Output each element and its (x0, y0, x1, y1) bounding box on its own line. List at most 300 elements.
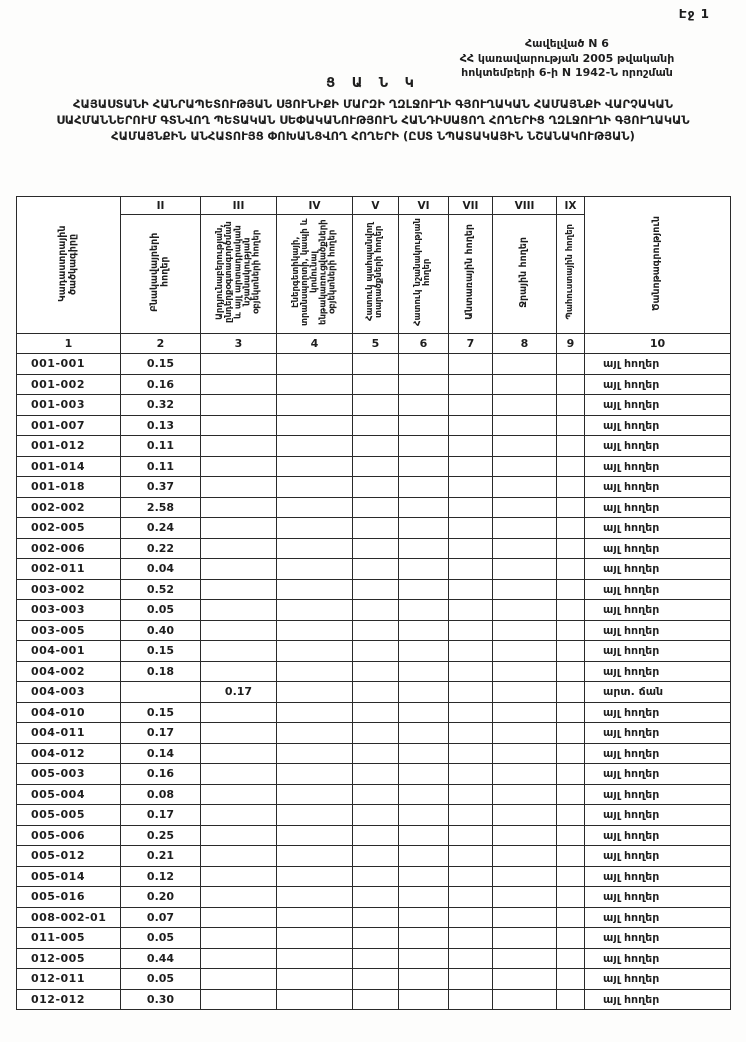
empty-cell (399, 661, 449, 682)
empty-cell (449, 436, 493, 457)
empty-cell (353, 866, 399, 887)
column-number-6: 6 (399, 334, 449, 354)
header-reserve-lands (557, 215, 585, 334)
page-number-label: Էջ 1 (678, 7, 710, 21)
empty-cell (449, 846, 493, 867)
industrial-land-cell (201, 764, 277, 785)
empty-cell (493, 641, 557, 662)
industrial-land-cell (201, 538, 277, 559)
empty-cell (557, 497, 585, 518)
table-row (17, 743, 731, 764)
empty-cell (493, 784, 557, 805)
empty-cell (277, 825, 353, 846)
header-roman-vii: VII (449, 197, 493, 215)
settlement-land-cell: 0.21 (121, 846, 201, 867)
empty-cell (277, 784, 353, 805)
empty-cell (399, 825, 449, 846)
table-row (17, 989, 731, 1010)
cadastral-code-cell: 003-003 (17, 600, 121, 621)
empty-cell (557, 518, 585, 539)
cadastral-code-cell: 003-002 (17, 579, 121, 600)
empty-cell (449, 989, 493, 1010)
empty-cell (277, 559, 353, 580)
empty-cell (277, 702, 353, 723)
empty-cell (277, 395, 353, 416)
note-cell: այլ հողեր (585, 969, 731, 990)
table-row (17, 784, 731, 805)
table-row (17, 723, 731, 744)
header-roman-viii: VIII (493, 197, 557, 215)
empty-cell (557, 948, 585, 969)
header-industrial-lands (201, 215, 277, 334)
settlement-land-cell: 0.05 (121, 969, 201, 990)
appendix-reference (392, 37, 742, 81)
header-roman-iii: III (201, 197, 277, 215)
empty-cell (353, 784, 399, 805)
empty-cell (399, 477, 449, 498)
empty-cell (493, 559, 557, 580)
empty-cell (557, 456, 585, 477)
empty-cell (399, 415, 449, 436)
table-row (17, 559, 731, 580)
empty-cell (353, 559, 399, 580)
cadastral-code-cell: 005-005 (17, 805, 121, 826)
empty-cell (493, 661, 557, 682)
industrial-land-cell (201, 907, 277, 928)
industrial-land-cell (201, 866, 277, 887)
note-cell: այլ հողեր (585, 641, 731, 662)
empty-cell (449, 682, 493, 703)
empty-cell (493, 415, 557, 436)
empty-cell (277, 743, 353, 764)
empty-cell (449, 764, 493, 785)
settlement-land-cell: 0.37 (121, 477, 201, 498)
empty-cell (449, 784, 493, 805)
settlement-land-cell: 0.30 (121, 989, 201, 1010)
empty-cell (399, 702, 449, 723)
column-number-7: 7 (449, 334, 493, 354)
empty-cell (353, 374, 399, 395)
empty-cell (449, 825, 493, 846)
empty-cell (277, 456, 353, 477)
column-number-3: 3 (201, 334, 277, 354)
industrial-land-cell (201, 559, 277, 580)
settlement-land-cell: 0.11 (121, 436, 201, 457)
empty-cell (399, 641, 449, 662)
note-cell: այլ հողեր (585, 354, 731, 375)
empty-cell (449, 579, 493, 600)
cadastral-code-cell: 004-003 (17, 682, 121, 703)
empty-cell (449, 661, 493, 682)
empty-cell (399, 764, 449, 785)
empty-cell (399, 682, 449, 703)
empty-cell (277, 538, 353, 559)
empty-cell (277, 354, 353, 375)
cadastral-code-cell: 002-005 (17, 518, 121, 539)
empty-cell (277, 661, 353, 682)
industrial-land-cell (201, 661, 277, 682)
cadastral-code-cell: 011-005 (17, 928, 121, 949)
empty-cell (493, 579, 557, 600)
industrial-land-cell (201, 723, 277, 744)
settlement-land-cell: 0.44 (121, 948, 201, 969)
empty-cell (399, 948, 449, 969)
empty-cell (353, 948, 399, 969)
empty-cell (277, 907, 353, 928)
empty-cell (493, 600, 557, 621)
table-row (17, 456, 731, 477)
settlement-land-cell: 0.05 (121, 600, 201, 621)
empty-cell (493, 846, 557, 867)
empty-cell (557, 436, 585, 457)
industrial-land-cell (201, 477, 277, 498)
table-row (17, 825, 731, 846)
cadastral-code-cell: 005-003 (17, 764, 121, 785)
empty-cell (449, 928, 493, 949)
land-transfer-table (16, 196, 731, 1010)
industrial-land-cell (201, 579, 277, 600)
empty-cell (493, 436, 557, 457)
empty-cell (493, 702, 557, 723)
empty-cell (493, 374, 557, 395)
empty-cell (493, 518, 557, 539)
empty-cell (493, 682, 557, 703)
empty-cell (399, 846, 449, 867)
empty-cell (353, 641, 399, 662)
table-row (17, 497, 731, 518)
empty-cell (557, 374, 585, 395)
empty-cell (399, 887, 449, 908)
header-cadastral-code-label: Կադաստրային ծածկագիրը (57, 225, 79, 302)
empty-cell (557, 415, 585, 436)
document-title: ՀԱՅԱՍՏԱՆԻ ՀԱՆՐԱՊԵՏՈՒԹՅԱՆ ՍՅՈՒՆԻՔԻ ՄԱՐԶԻ ՂԶԼՋՈՒՂԻ ԳՅՈՒՂԱԿԱՆ ՀԱՄԱՅՆՔԻ ՎԱՐՉԱԿԱՆ ՍԱՀՄԱՆՆԵՐՈՒՄ ԳՏՆՎՈՂ ՊԵՏԱԿԱՆ ՍԵՓԱԿԱՆՈՒԹՅՈՒՆ ՀԱՆԴԻՍԱՑՈՂ ՀՈՂԵՐԻՑ ՂԶԼՋՈՒՂԻ ԳՅՈՒՂԱԿԱՆ ՀԱՄԱՅՆՔԻՆ ԱՆՀԱՏՈՒՅՑ ՓՈԽԱՆՑՎՈՂ ՀՈՂԵՐԻ (ԸՍՏ ՆՊԱՏԱԿԱՅԻՆ ՆՇԱՆԱԿՈՒԹՅԱՆ) (56, 97, 690, 144)
note-cell: այլ հողեր (585, 415, 731, 436)
empty-cell (353, 846, 399, 867)
industrial-land-cell (201, 948, 277, 969)
note-cell: այլ հողեր (585, 477, 731, 498)
cadastral-code-cell: 005-006 (17, 825, 121, 846)
empty-cell (493, 723, 557, 744)
empty-cell (353, 969, 399, 990)
cadastral-code-cell: 008-002-01 (17, 907, 121, 928)
empty-cell (449, 395, 493, 416)
empty-cell (557, 743, 585, 764)
empty-cell (399, 743, 449, 764)
empty-cell (353, 682, 399, 703)
empty-cell (493, 395, 557, 416)
empty-cell (277, 866, 353, 887)
cadastral-code-cell: 012-012 (17, 989, 121, 1010)
table-row (17, 887, 731, 908)
empty-cell (557, 702, 585, 723)
note-cell: այլ հողեր (585, 989, 731, 1010)
empty-cell (557, 641, 585, 662)
empty-cell (449, 456, 493, 477)
empty-cell (493, 866, 557, 887)
empty-cell (449, 887, 493, 908)
settlement-land-cell: 0.04 (121, 559, 201, 580)
industrial-land-cell (201, 641, 277, 662)
empty-cell (277, 415, 353, 436)
empty-cell (449, 907, 493, 928)
note-cell: այլ հողեր (585, 579, 731, 600)
header-notes-label: Ծանոթագրություն (651, 215, 663, 312)
settlement-land-cell: 0.18 (121, 661, 201, 682)
empty-cell (493, 456, 557, 477)
cadastral-code-cell: 004-001 (17, 641, 121, 662)
cadastral-code-cell: 002-006 (17, 538, 121, 559)
table-row (17, 661, 731, 682)
header-cadastral-code (17, 197, 121, 334)
industrial-land-cell (201, 600, 277, 621)
empty-cell (399, 436, 449, 457)
empty-cell (353, 600, 399, 621)
appendix-line-1: Հավելված N 6 (525, 37, 609, 50)
settlement-land-cell: 0.17 (121, 723, 201, 744)
industrial-land-cell (201, 354, 277, 375)
empty-cell (449, 559, 493, 580)
empty-cell (557, 354, 585, 375)
empty-cell (449, 620, 493, 641)
empty-cell (493, 887, 557, 908)
table-row (17, 702, 731, 723)
industrial-land-cell (201, 989, 277, 1010)
empty-cell (493, 969, 557, 990)
cadastral-code-cell: 001-003 (17, 395, 121, 416)
header-protected-lands-label: Հատուկ պահպանվող տարածքների հողեր (365, 222, 385, 322)
note-cell: այլ հողեր (585, 538, 731, 559)
empty-cell (557, 805, 585, 826)
industrial-land-cell (201, 928, 277, 949)
empty-cell (493, 538, 557, 559)
header-roman-iv: IV (277, 197, 353, 215)
table-row (17, 907, 731, 928)
empty-cell (557, 825, 585, 846)
settlement-land-cell (121, 682, 201, 703)
cadastral-code-cell: 004-002 (17, 661, 121, 682)
empty-cell (277, 682, 353, 703)
empty-cell (449, 415, 493, 436)
industrial-land-cell (201, 825, 277, 846)
empty-cell (399, 579, 449, 600)
empty-cell (353, 825, 399, 846)
header-roman-ix: IX (557, 197, 585, 215)
empty-cell (399, 969, 449, 990)
empty-cell (353, 518, 399, 539)
header-water-lands (493, 215, 557, 334)
note-cell: այլ հողեր (585, 825, 731, 846)
header-infrastructure-lands-label: Էներգետիկայի, տրանսպորտի, կապի և կոմունալ ենթակառուցվածքների օբյեկտների հողեր (290, 218, 338, 326)
empty-cell (399, 395, 449, 416)
empty-cell (399, 538, 449, 559)
empty-cell (353, 395, 399, 416)
empty-cell (449, 743, 493, 764)
note-cell: այլ հողեր (585, 559, 731, 580)
column-number-9: 9 (557, 334, 585, 354)
table-row (17, 415, 731, 436)
table-row (17, 600, 731, 621)
empty-cell (353, 928, 399, 949)
table-row (17, 579, 731, 600)
industrial-land-cell (201, 805, 277, 826)
empty-cell (399, 928, 449, 949)
note-cell: այլ հողեր (585, 907, 731, 928)
industrial-land-cell (201, 620, 277, 641)
empty-cell (449, 948, 493, 969)
header-roman-ii: II (121, 197, 201, 215)
note-cell: այլ հողեր (585, 723, 731, 744)
empty-cell (493, 497, 557, 518)
empty-cell (277, 374, 353, 395)
empty-cell (353, 887, 399, 908)
industrial-land-cell (201, 702, 277, 723)
empty-cell (399, 354, 449, 375)
empty-cell (353, 579, 399, 600)
cadastral-code-cell: 004-012 (17, 743, 121, 764)
table-row (17, 928, 731, 949)
empty-cell (399, 784, 449, 805)
table-row (17, 477, 731, 498)
table-row (17, 436, 731, 457)
empty-cell (557, 682, 585, 703)
column-number-row (17, 334, 731, 354)
note-cell: այլ հողեր (585, 846, 731, 867)
empty-cell (399, 456, 449, 477)
note-cell: այլ հողեր (585, 784, 731, 805)
cadastral-code-cell: 002-011 (17, 559, 121, 580)
note-cell: այլ հողեր (585, 395, 731, 416)
empty-cell (399, 989, 449, 1010)
empty-cell (557, 395, 585, 416)
header-special-lands (399, 215, 449, 334)
empty-cell (557, 538, 585, 559)
note-cell: այլ հողեր (585, 518, 731, 539)
empty-cell (557, 784, 585, 805)
note-cell: արտ. ճան (585, 682, 731, 703)
table-row (17, 969, 731, 990)
cadastral-code-cell: 005-014 (17, 866, 121, 887)
empty-cell (277, 518, 353, 539)
empty-cell (557, 477, 585, 498)
note-cell: այլ հողեր (585, 661, 731, 682)
column-number-5: 5 (353, 334, 399, 354)
industrial-land-cell (201, 374, 277, 395)
table-body (17, 354, 731, 1010)
empty-cell (449, 374, 493, 395)
empty-cell (353, 764, 399, 785)
empty-cell (493, 764, 557, 785)
cadastral-code-cell: 012-011 (17, 969, 121, 990)
empty-cell (353, 805, 399, 826)
empty-cell (557, 579, 585, 600)
empty-cell (557, 989, 585, 1010)
empty-cell (399, 559, 449, 580)
table-row (17, 395, 731, 416)
empty-cell (353, 497, 399, 518)
settlement-land-cell: 0.32 (121, 395, 201, 416)
empty-cell (557, 969, 585, 990)
column-number-4: 4 (277, 334, 353, 354)
empty-cell (277, 989, 353, 1010)
table-row (17, 866, 731, 887)
header-protected-lands (353, 215, 399, 334)
table-row (17, 620, 731, 641)
empty-cell (353, 354, 399, 375)
table-row (17, 518, 731, 539)
empty-cell (277, 805, 353, 826)
empty-cell (449, 641, 493, 662)
empty-cell (449, 538, 493, 559)
header-forest-lands (449, 215, 493, 334)
header-roman-vi: VI (399, 197, 449, 215)
empty-cell (353, 620, 399, 641)
settlement-land-cell: 0.22 (121, 538, 201, 559)
note-cell: այլ հողեր (585, 866, 731, 887)
settlement-land-cell: 0.40 (121, 620, 201, 641)
header-roman-v: V (353, 197, 399, 215)
settlement-land-cell: 0.11 (121, 456, 201, 477)
cadastral-code-cell: 003-005 (17, 620, 121, 641)
cadastral-code-cell: 001-007 (17, 415, 121, 436)
note-cell: այլ հողեր (585, 764, 731, 785)
header-special-lands-label: Հատուկ նշանակության հողեր (413, 218, 433, 326)
cadastral-code-cell: 004-010 (17, 702, 121, 723)
note-cell: այլ հողեր (585, 743, 731, 764)
appendix-line-3: հոկտեմբերի 6-ի N 1942-Ն որոշման (461, 66, 673, 80)
empty-cell (353, 702, 399, 723)
industrial-land-cell (201, 969, 277, 990)
industrial-land-cell (201, 436, 277, 457)
table-header (17, 197, 731, 354)
empty-cell (353, 415, 399, 436)
settlement-land-cell: 0.07 (121, 907, 201, 928)
empty-cell (277, 969, 353, 990)
industrial-land-cell (201, 415, 277, 436)
industrial-land-cell (201, 784, 277, 805)
empty-cell (277, 477, 353, 498)
empty-cell (353, 477, 399, 498)
empty-cell (557, 661, 585, 682)
settlement-land-cell: 0.12 (121, 866, 201, 887)
empty-cell (353, 456, 399, 477)
industrial-land-cell: 0.17 (201, 682, 277, 703)
industrial-land-cell (201, 887, 277, 908)
empty-cell (277, 764, 353, 785)
settlement-land-cell: 0.16 (121, 764, 201, 785)
column-number-8: 8 (493, 334, 557, 354)
cadastral-code-cell: 001-012 (17, 436, 121, 457)
note-cell: այլ հողեր (585, 436, 731, 457)
empty-cell (353, 538, 399, 559)
empty-cell (399, 600, 449, 621)
industrial-land-cell (201, 395, 277, 416)
cadastral-code-cell: 012-005 (17, 948, 121, 969)
empty-cell (449, 723, 493, 744)
empty-cell (557, 723, 585, 744)
table-row (17, 805, 731, 826)
empty-cell (449, 497, 493, 518)
empty-cell (493, 825, 557, 846)
industrial-land-cell (201, 743, 277, 764)
settlement-land-cell: 0.15 (121, 702, 201, 723)
empty-cell (557, 846, 585, 867)
empty-cell (557, 764, 585, 785)
industrial-land-cell (201, 497, 277, 518)
empty-cell (493, 477, 557, 498)
column-number-10: 10 (585, 334, 731, 354)
table-row (17, 374, 731, 395)
note-cell: այլ հողեր (585, 948, 731, 969)
